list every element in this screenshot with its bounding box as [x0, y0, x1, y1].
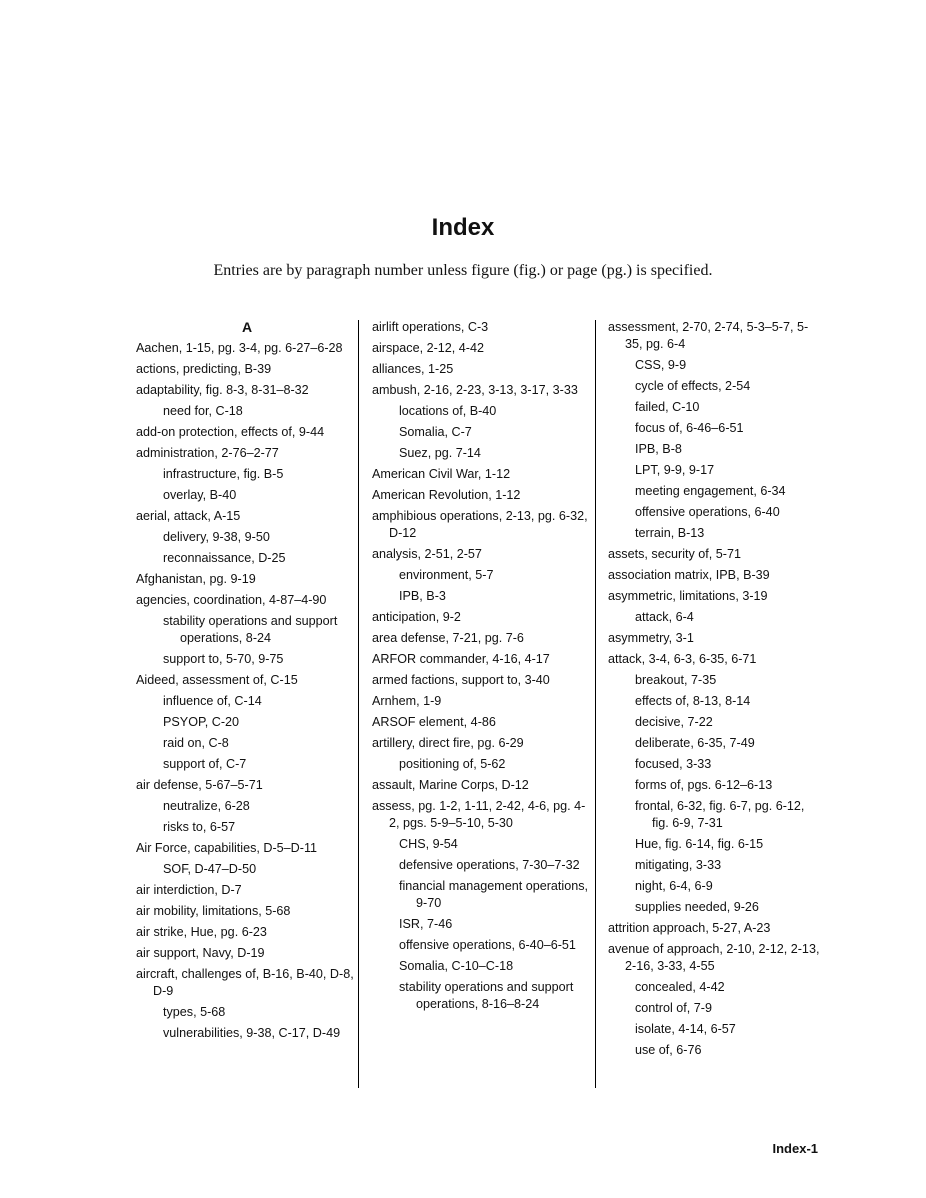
- column-divider: [595, 320, 596, 1088]
- index-entry: ARFOR commander, 4-16, 4-17: [372, 652, 550, 666]
- index-entry: American Revolution, 1-12: [372, 488, 521, 502]
- index-subentry: deliberate, 6-35, 7-49: [635, 736, 755, 750]
- index-subentry: need for, C-18: [163, 404, 243, 418]
- index-subentry: forms of, pgs. 6-12–6-13: [635, 778, 773, 792]
- index-column-1: [136, 319, 358, 1046]
- index-entry: agencies, coordination, 4-87–4-90: [136, 593, 327, 607]
- index-subentry: decisive, 7-22: [635, 715, 713, 729]
- index-entry: anticipation, 9-2: [372, 610, 461, 624]
- index-subentry: mitigating, 3-33: [635, 858, 722, 872]
- index-subentry: stability operations and support operations, 8-16–8-24: [399, 980, 574, 1011]
- index-subentry: focus of, 6-46–6-51: [635, 421, 744, 435]
- index-subentry: meeting engagement, 6-34: [635, 484, 786, 498]
- index-subentry: breakout, 7-35: [635, 673, 717, 687]
- index-subentry: SOF, D-47–D-50: [163, 862, 257, 876]
- index-subentry: positioning of, 5-62: [399, 757, 506, 771]
- column-divider: [358, 320, 359, 1088]
- index-subentry: types, 5-68: [163, 1005, 226, 1019]
- index-subentry: Somalia, C-7: [399, 425, 472, 439]
- index-subentry: ISR, 7-46: [399, 917, 453, 931]
- index-subentry: Hue, fig. 6-14, fig. 6-15: [635, 837, 764, 851]
- index-entry: association matrix, IPB, B-39: [608, 568, 770, 582]
- page-title: Index: [431, 214, 495, 241]
- index-entry: air defense, 5-67–5-71: [136, 778, 263, 792]
- index-entry: Arnhem, 1-9: [372, 694, 442, 708]
- index-subentry: attack, 6-4: [635, 610, 694, 624]
- index-entry: air support, Navy, D-19: [136, 946, 265, 960]
- index-subentry: delivery, 9-38, 9-50: [163, 530, 270, 544]
- index-subentry: night, 6-4, 6-9: [635, 879, 713, 893]
- index-entry: artillery, direct fire, pg. 6-29: [372, 736, 524, 750]
- index-entry: area defense, 7-21, pg. 7-6: [372, 631, 524, 645]
- index-entry: Aideed, assessment of, C-15: [136, 673, 298, 687]
- index-entry: air mobility, limitations, 5-68: [136, 904, 291, 918]
- index-subentry: concealed, 4-42: [635, 980, 725, 994]
- index-subentry: locations of, B-40: [399, 404, 497, 418]
- index-column-3: [608, 319, 820, 1063]
- index-subentry: overlay, B-40: [163, 488, 237, 502]
- index-entry: amphibious operations, 2-13, pg. 6-32, D-12: [372, 509, 588, 540]
- index-entry: airspace, 2-12, 4-42: [372, 341, 485, 355]
- index-subentry: control of, 7-9: [635, 1001, 713, 1015]
- index-subentry: financial management operations, 9-70: [399, 879, 589, 910]
- index-entry: administration, 2-76–2-77: [136, 446, 279, 460]
- index-entry: air strike, Hue, pg. 6-23: [136, 925, 267, 939]
- page-subtitle: Entries are by paragraph number unless figure (fig.) or page (pg.) is specified.: [213, 262, 713, 279]
- index-entry: attrition approach, 5-27, A-23: [608, 921, 771, 935]
- index-subentry: offensive operations, 6-40: [635, 505, 780, 519]
- index-entry: asymmetric, limitations, 3-19: [608, 589, 768, 603]
- index-subentry: failed, C-10: [635, 400, 700, 414]
- index-subentry: risks to, 6-57: [163, 820, 236, 834]
- index-subentry: stability operations and support operations, 8-24: [163, 614, 338, 645]
- index-subentry: supplies needed, 9-26: [635, 900, 759, 914]
- index-entry: ARSOF element, 4-86: [372, 715, 496, 729]
- index-subentry: offensive operations, 6-40–6-51: [399, 938, 576, 952]
- index-column-2: [372, 319, 594, 1017]
- index-subentry: frontal, 6-32, fig. 6-7, pg. 6-12, fig. 6-9, 7-31: [635, 799, 805, 830]
- page-number: Index-1: [772, 1141, 818, 1156]
- index-entry: armed factions, support to, 3-40: [372, 673, 550, 687]
- index-subentry: IPB, B-8: [635, 442, 682, 456]
- index-subentry: defensive operations, 7-30–7-32: [399, 858, 580, 872]
- index-subentry: focused, 3-33: [635, 757, 712, 771]
- index-subentry: vulnerabilities, 9-38, C-17, D-49: [163, 1026, 341, 1040]
- index-subentry: neutralize, 6-28: [163, 799, 250, 813]
- index-entry: aerial, attack, A-15: [136, 509, 241, 523]
- index-entry: assault, Marine Corps, D-12: [372, 778, 529, 792]
- index-subentry: CHS, 9-54: [399, 837, 458, 851]
- index-subentry: isolate, 4-14, 6-57: [635, 1022, 736, 1036]
- index-entry: Aachen, 1-15, pg. 3-4, pg. 6-27–6-28: [136, 341, 343, 355]
- index-subentry: effects of, 8-13, 8-14: [635, 694, 751, 708]
- index-subentry: influence of, C-14: [163, 694, 262, 708]
- index-entry: analysis, 2-51, 2-57: [372, 547, 482, 561]
- index-subentry: support to, 5-70, 9-75: [163, 652, 284, 666]
- index-entry: American Civil War, 1-12: [372, 467, 511, 481]
- index-subentry: support of, C-7: [163, 757, 247, 771]
- index-subentry: Suez, pg. 7-14: [399, 446, 481, 460]
- index-subentry: use of, 6-76: [635, 1043, 702, 1057]
- index-entry: attack, 3-4, 6-3, 6-35, 6-71: [608, 652, 757, 666]
- index-subentry: reconnaissance, D-25: [163, 551, 286, 565]
- index-entry: assets, security of, 5-71: [608, 547, 741, 561]
- index-subentry: PSYOP, C-20: [163, 715, 240, 729]
- index-entry: assessment, 2-70, 2-74, 5-3–5-7, 5-35, pg. 6-4: [608, 320, 809, 351]
- index-subentry: terrain, B-13: [635, 526, 705, 540]
- index-subentry: raid on, C-8: [163, 736, 229, 750]
- index-entry: airlift operations, C-3: [372, 320, 489, 334]
- index-subentry: LPT, 9-9, 9-17: [635, 463, 715, 477]
- index-entry: actions, predicting, B-39: [136, 362, 272, 376]
- index-entry: avenue of approach, 2-10, 2-12, 2-13, 2-16, 3-33, 4-55: [608, 942, 820, 973]
- index-entry: Air Force, capabilities, D-5–D-11: [136, 841, 318, 855]
- index-entry: add-on protection, effects of, 9-44: [136, 425, 325, 439]
- index-subentry: environment, 5-7: [399, 568, 494, 582]
- index-entry: ambush, 2-16, 2-23, 3-13, 3-17, 3-33: [372, 383, 578, 397]
- index-entry: alliances, 1-25: [372, 362, 454, 376]
- index-subentry: cycle of effects, 2-54: [635, 379, 751, 393]
- index-entry: aircraft, challenges of, B-16, B-40, D-8, D-9: [136, 967, 354, 998]
- index-subentry: IPB, B-3: [399, 589, 446, 603]
- index-letter-heading: A: [241, 319, 253, 335]
- index-subentry: Somalia, C-10–C-18: [399, 959, 514, 973]
- index-subentry: infrastructure, fig. B-5: [163, 467, 284, 481]
- index-entry: air interdiction, D-7: [136, 883, 242, 897]
- index-entry: asymmetry, 3-1: [608, 631, 694, 645]
- index-entry: adaptability, fig. 8-3, 8-31–8-32: [136, 383, 309, 397]
- index-entry: Afghanistan, pg. 9-19: [136, 572, 256, 586]
- index-entry: assess, pg. 1-2, 1-11, 2-42, 4-6, pg. 4-2, pgs. 5-9–5-10, 5-30: [372, 799, 586, 830]
- index-subentry: CSS, 9-9: [635, 358, 687, 372]
